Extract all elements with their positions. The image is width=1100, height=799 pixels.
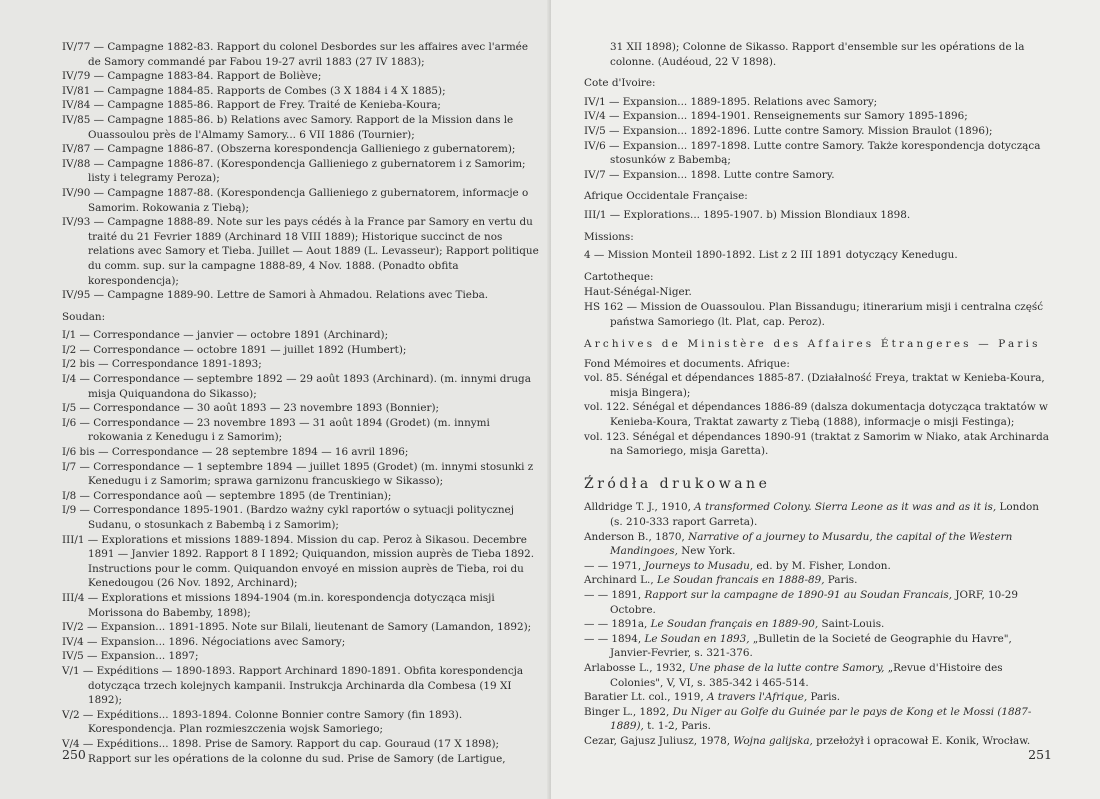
archive-entry: IV/2 — Expansion... 1891-1895. Note sur Bilali, lieutenant de Samory (Lamandon, 1892); bbox=[62, 621, 532, 634]
author-year: Cezar, Gajusz Juliusz, 1978, bbox=[584, 734, 734, 747]
publication-details: przełożył i opracował E. Konik, Wrocław. bbox=[812, 734, 1031, 747]
archive-entry: I/6 — Correspondance — 23 novembre 1893 — 31 août 1894 (Grodet) (m. innymi rokowania z Kenedugu i z Samorim); bbox=[62, 416, 490, 444]
bibliography-item bbox=[584, 559, 1052, 574]
bibliography-item bbox=[584, 588, 1052, 617]
archive-entry: I/8 — Correspondance aoû — septembre 1895 (de Trentinian); bbox=[62, 489, 392, 502]
archive-entry: III/4 — Explorations et missions 1894-1904 (m.in. korespondencja dotycząca misji Morissona do Babemby, 1898); bbox=[62, 591, 495, 619]
archive-entry: III/1 — Explorations et missions 1889-1894. Mission du cap. Peroz à Sikasou. Decembre 1891 — Janvier 1892. Rapport 8 I 1892; Quiquandon, mission auprès de Tieba 1892. Instructions pour le comm. Quiquandon envoyé en mission auprès de Tieba, roi du Kenedougou (26 Nov. 1892, Archinard); bbox=[62, 533, 535, 590]
bibliography-item bbox=[584, 500, 1052, 529]
archive-entry: IV/95 — Campagne 1889-90. Lettre de Samori à Ahmadou. Relations avec Tieba. bbox=[62, 289, 489, 302]
archive-entry: IV/5 — Expansion... 1897; bbox=[62, 650, 199, 663]
archives-heading: Archives de Ministère des Affaires Étrangeres — Paris bbox=[584, 338, 1041, 351]
archive-entry: IV/5 — Expansion... 1892-1896. Lutte contre Samory. Mission Braulot (1896); bbox=[584, 124, 993, 137]
work-title: Le Soudan en 1893, bbox=[644, 632, 750, 645]
missions-entries-list bbox=[584, 248, 1052, 263]
author-year: Arlabosse L., 1932, bbox=[584, 661, 689, 674]
archive-entry: I/1 — Correspondance — janvier — octobre 1891 (Archinard); bbox=[62, 329, 389, 342]
work-title: Journeys to Musadu, bbox=[644, 559, 754, 572]
fond-entries-list bbox=[584, 371, 1052, 459]
publication-details: JORF, 10-29 Octobre. bbox=[610, 589, 1019, 616]
archive-entry: I/6 bis — Correspondance — 28 septembre 1894 — 16 avril 1896; bbox=[62, 446, 409, 459]
archive-entry: I/2 — Correspondance — octobre 1891 — juillet 1892 (Humbert); bbox=[62, 343, 407, 356]
cartotheque-subheading: Haut-Sénégal-Niger. bbox=[584, 286, 692, 299]
cote-heading: Cote d'Ivoire: bbox=[584, 77, 656, 90]
page-number: 250 bbox=[62, 747, 86, 763]
page-number: 251 bbox=[1028, 747, 1052, 763]
right-page bbox=[551, 0, 1100, 799]
archive-entry: vol. 123. Sénégal et dépendances 1890-91 (traktat z Samorim w Niako, atak Archinarda na Samoriego, misja Garetta). bbox=[584, 430, 1049, 458]
aof-heading: Afrique Occidentale Française: bbox=[584, 190, 748, 203]
publication-details: Paris. bbox=[824, 574, 858, 587]
author-year: — — 1894, bbox=[584, 632, 645, 645]
bibliography-item bbox=[584, 573, 1052, 588]
author-year: — — 1891a, bbox=[584, 618, 651, 631]
author-year: — — 1971, bbox=[584, 559, 645, 572]
archive-entry: IV/4 — Expansion... 1896. Négociations avec Samory; bbox=[62, 635, 346, 648]
archive-entry: IV/77 — Campagne 1882-83. Rapport du colonel Desbordes sur les affaires avec l'armée de Samory commandé par Fabou 19-27 avril 1883 (27 IV 1883); bbox=[62, 41, 528, 68]
author-year: Baratier Lt. col., 1919, bbox=[584, 691, 707, 704]
archive-entry: V/2 — Expéditions... 1893-1894. Colonne Bonnier contre Samory (fin 1893). Korespondencja. Plan rozmieszczenia wojsk Samoriego; bbox=[62, 708, 463, 736]
bibliography-item bbox=[584, 690, 1052, 705]
work-title: Une phase de la lutte contre Samory, bbox=[688, 661, 885, 674]
soudan-heading: Soudan: bbox=[62, 310, 106, 323]
author-year: Archinard L., bbox=[584, 574, 657, 587]
publication-details: London (s. 210-333 raport Garreta). bbox=[610, 501, 1039, 529]
archive-entry: HS 162 — Mission de Ouassoulou. Plan Bissandugu; itinerarium misji i centralna część państwa Samoriego (lt. Plat, cap. Peroz). bbox=[584, 300, 1044, 328]
archive-entry: I/7 — Correspondance — 1 septembre 1894 — juillet 1895 (Grodet) (m. innymi stosunki z Kenedugu i z Samorim; sprawa garnizonu francuskiego w Sikasso); bbox=[62, 460, 534, 488]
archive-entry: I/5 — Correspondance — 30 août 1893 — 23 novembre 1893 (Bonnier); bbox=[62, 402, 440, 415]
publication-details: ed. by M. Fisher, London. bbox=[753, 559, 891, 572]
publication-details: t. 1-2, Paris. bbox=[643, 720, 711, 733]
archive-entry: I/9 — Correspondance 1895-1901. (Bardzo ważny cykl raportów o sytuacji politycznej Sudanu, o stosunkach z Babembą i z Samorim); bbox=[62, 504, 514, 531]
work-title: Le Soudan français en 1889-90, bbox=[650, 618, 819, 631]
publication-details: „Revue d'Histoire des Colonies", V, VI, s. 385-342 i 465-514. bbox=[610, 661, 1003, 689]
archive-entry: I/2 bis — Correspondance 1891-1893; bbox=[62, 358, 262, 371]
publication-details: „Bulletin de la Societé de Geographie du Havre", Janvier-Fevrier, s. 321-376. bbox=[610, 632, 1012, 660]
archive-entry: IV/88 — Campagne 1886-87. (Korespondencja Gallieniego z gubernatorem i z Samorim; listy i telegramy Peroza); bbox=[62, 157, 526, 185]
bibliography-list bbox=[584, 500, 1052, 748]
archive-entry: IV/87 — Campagne 1886-87. (Obszerna korespondencja Gallieniego z gubernatorem); bbox=[62, 143, 516, 156]
archive-entry: IV/93 — Campagne 1888-89. Note sur les pays cédés à la France par Samory en vertu du traité du 21 Fevrier 1889 (Archinard 18 VIII 1889); Historique succinct de nos relations avec Samory et Tieba. Juillet — Aout 1889 (L. Levasseur); Rapport politique du comm. sup. sur la campagne 1888-89, 4 Nov. 1888. (Ponadto obfita korespondencja); bbox=[62, 216, 539, 287]
bibliography-item bbox=[584, 734, 1052, 749]
archive-entry: vol. 85. Sénégal et dépendances 1885-87. (Działalność Freya, traktat w Kenieba-Koura, misja Bingera); bbox=[584, 372, 1045, 399]
archive-entry: IV/90 — Campagne 1887-88. (Korespondencja Gallieniego z gubernatorem, informacje o Samorim. Rokowania z Tiebą); bbox=[62, 186, 529, 214]
archive-entry: 4 — Mission Monteil 1890-1892. List z 2 III 1891 dotyczący Kenedugu. bbox=[584, 249, 958, 262]
archive-entry: IV/85 — Campagne 1885-86. b) Relations avec Samory. Rapport de la Mission dans le Ouassoulou près de l'Almamy Samory... 6 VII 1886 (Tournier); bbox=[62, 113, 514, 141]
work-title: Rapport sur la campagne de 1890-91 au Soudan Francais, bbox=[644, 589, 953, 601]
missions-heading: Missions: bbox=[584, 230, 634, 243]
publication-details: Paris. bbox=[807, 691, 841, 704]
bibliography-item bbox=[584, 661, 1052, 690]
cartotheque-heading: Cartotheque: bbox=[584, 270, 654, 283]
archive-entry: V/1 — Expéditions — 1890-1893. Rapport Archinard 1890-1891. Obfita korespondencja dotycząca trzech kolejnych kampanii. Instrukcja Archinarda dla Combesa (19 XI 1892); bbox=[62, 664, 524, 707]
author-year: Binger L., 1892, bbox=[584, 705, 673, 718]
archive-entry: V/4 — Expéditions... 1898. Prise de Samory. Rapport du cap. Gouraud (17 X 1898); Rapport sur les opérations de la colonne du sud. Prise de Samory (de Lartigue, bbox=[62, 737, 506, 765]
publication-details: Saint-Louis. bbox=[818, 618, 885, 631]
bibliography-item bbox=[584, 705, 1052, 734]
work-title: Le Soudan francais en 1888-89, bbox=[656, 574, 825, 587]
work-title: Wojna galijska, bbox=[733, 734, 813, 747]
archive-entry: IV/84 — Campagne 1885-86. Rapport de Frey. Traité de Kenieba-Koura; bbox=[62, 99, 441, 112]
archive-entry: IV/1 — Expansion... 1889-1895. Relations avec Samory; bbox=[584, 95, 878, 108]
author-year: Alldridge T. J., 1910, bbox=[584, 501, 695, 514]
work-title: Du Niger au Golfe du Guinée par le pays de Kong et le Mossi (1887-1889), bbox=[610, 705, 1032, 733]
soudan-entries-list bbox=[62, 328, 539, 766]
work-title: A transformed Colony. Sierra Leone as it was and as it is, bbox=[694, 501, 997, 514]
cartotheque-entries-list bbox=[584, 300, 1052, 329]
archive-entry: IV/6 — Expansion... 1897-1898. Lutte contre Samory. Także korespondencja dotycząca stosunków z Babembą; bbox=[584, 139, 1041, 167]
archive-entry: I/4 — Correspondance — septembre 1892 — 29 août 1893 (Archinard). (m. innymi druga misja Quiquandona do Sikasso); bbox=[62, 373, 531, 400]
cote-entries-list bbox=[584, 95, 1052, 183]
bibliography-item bbox=[584, 530, 1052, 559]
archive-entry: vol. 122. Sénégal et dépendances 1886-89 (dalsza dokumentacja dotycząca traktatów w Kenieba-Koura, Traktat zawarty z Tiebą (1888), informacje o misji Festinga); bbox=[584, 401, 1048, 429]
work-title: Narrative of a journey to Musardu, the capital of the Western Mandingoes, bbox=[610, 530, 1013, 558]
work-title: A travers l'Afrique, bbox=[706, 691, 808, 704]
archive-entries-list bbox=[62, 40, 539, 303]
continuation-text: 31 XII 1898); Colonne de Sikasso. Rapport d'ensemble sur les opérations de la colonne. (Audéoud, 22 V 1898). bbox=[610, 41, 1025, 68]
archive-entry: IV/79 — Campagne 1883-84. Rapport de Boliève; bbox=[62, 70, 322, 83]
archive-entry: IV/7 — Expansion... 1898. Lutte contre Samory. bbox=[584, 168, 835, 181]
printed-sources-heading: Źródła drukowane bbox=[584, 475, 771, 492]
author-year: Anderson B., 1870, bbox=[584, 530, 689, 543]
archive-entry: IV/4 — Expansion... 1894-1901. Renseignements sur Samory 1895-1896; bbox=[584, 110, 968, 123]
fond-line: Fond Mémoires et documents. Afrique: bbox=[584, 357, 790, 370]
author-year: — — 1891, bbox=[584, 589, 645, 601]
archive-entry: III/1 — Explorations... 1895-1907. b) Mission Blondiaux 1898. bbox=[584, 208, 911, 221]
bibliography-item bbox=[584, 632, 1052, 661]
archive-entry: IV/81 — Campagne 1884-85. Rapports de Combes (3 X 1884 i 4 X 1885); bbox=[62, 84, 446, 97]
publication-details: New York. bbox=[677, 545, 736, 558]
aof-entries-list bbox=[584, 208, 1052, 223]
bibliography-item bbox=[584, 617, 1052, 632]
